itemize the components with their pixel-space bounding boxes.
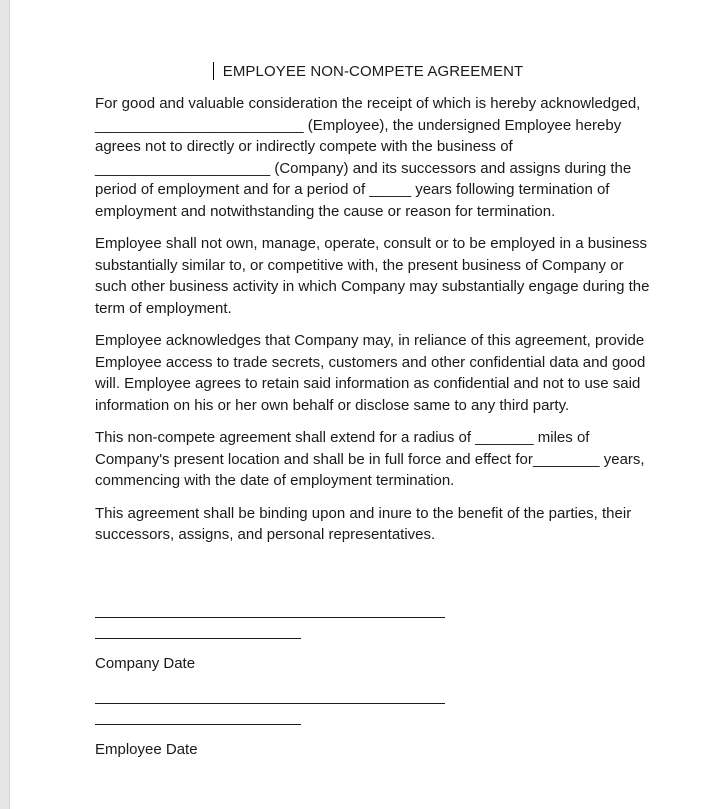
company-signature-line [95,617,445,618]
paragraph-consideration: For good and valuable consideration the receipt of which is hereby acknowledged, _________________________ (Employee), the undersigned Employee hereby agrees not to directly or indirectly compete with the business of _____________________ (Company) and its successors and assigns during the period of employment and for a period of _____ years following termination of employment and notwithstanding the cause or reason for termination. [95,95,641,220]
paragraph-radius: This non-compete agreement shall extend for a radius of _______ miles of Company's present location and shall be in full force and effect for________ years, commencing with the date of employment termination. [95,429,645,489]
paragraph-ownership: Employee shall not own, manage, operate, consult or to be employed in a business substantially similar to, or competitive with, the present business of Company or such other business activity in which Company may substantially engage during the term of employment. [95,235,650,317]
employee-signature-line [95,703,445,704]
document-title: EMPLOYEE NON-COMPETE AGREEMENT [222,63,524,80]
paragraph-confidentiality: Employee acknowledges that Company may, in reliance of this agreement, provide Employee access to trade secrets, customers and other confidential data and good will. Employee agrees to retain said information as confidential and not to use said information on his or her own behalf or disclose same to any third party. [95,332,646,414]
document-page[interactable] [9,0,721,809]
paragraph-binding: This agreement shall be binding upon and inure to the benefit of the parties, their successors, assigns, and personal representatives. [95,504,632,543]
employee-signature-label: Employee Date [95,741,198,758]
company-date-line [95,638,301,639]
document-body [95,93,657,557]
employee-date-line [95,724,301,725]
company-signature-label: Company Date [95,655,196,672]
